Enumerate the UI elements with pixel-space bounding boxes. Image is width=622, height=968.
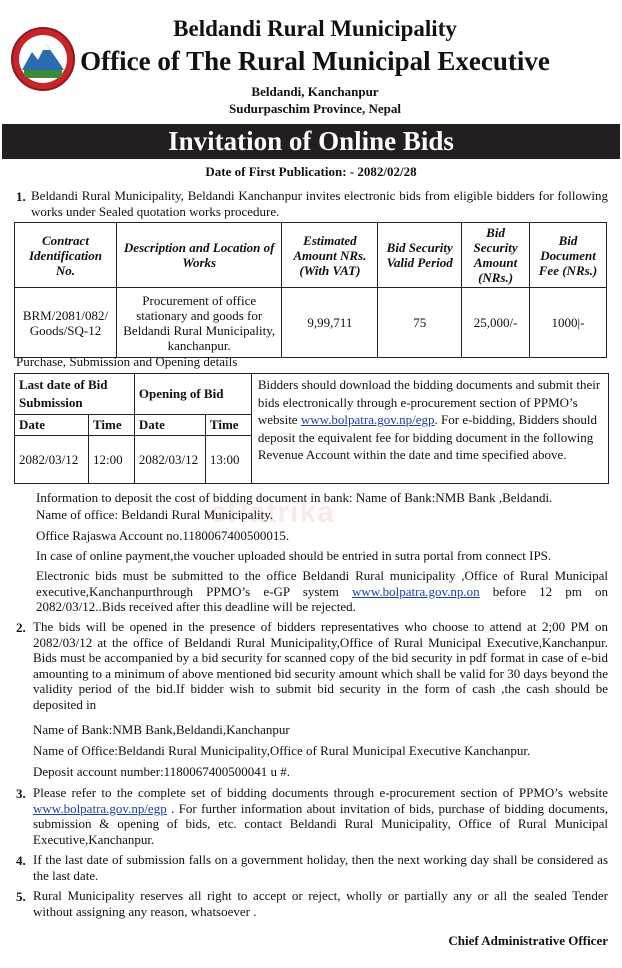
works-table xyxy=(14,222,607,358)
item-number-4: 4. xyxy=(16,853,26,868)
item-3-text-before: Please refer to the complete set of bidding documents through e-procurement section of PPMO’s website xyxy=(33,785,608,800)
address-line-2: Sudurpaschim Province, Nepal xyxy=(228,101,402,116)
header-contract-id: Contract Identification No. xyxy=(15,223,117,288)
cash-deposit-account: Deposit account number:1180067400500041 u #. xyxy=(33,764,290,779)
item-number-3: 3. xyxy=(16,786,26,801)
item-number-1: 1. xyxy=(16,189,26,204)
purchase-section-label: Purchase, Submission and Opening details xyxy=(16,354,238,369)
cell-estimated-amount: 9,99,711 xyxy=(282,288,378,358)
item-number-2: 2. xyxy=(16,620,26,635)
bank-info-line-5-text: Electronic bids must be submitted to the office Beldandi Rural municipality ,Office of Rural Municipal executive,Kanchanpurthrough PPMO’s e-GP system xyxy=(36,568,608,599)
download-instructions xyxy=(251,374,608,484)
cell-description: Procurement of office stationary and goods for Beldandi Rural Municipality, kanchanpur. xyxy=(116,288,282,358)
ppmo-egp-link[interactable]: www.bolpatra.gov.np/egp xyxy=(33,800,167,816)
office-name: Office of The Rural Municipal Executive xyxy=(80,46,550,76)
cash-deposit-office: Name of Office:Beldandi Rural Municipality,Office of Rural Municipal Executive Kanchanpur. xyxy=(33,743,531,758)
bank-info-line-5 xyxy=(36,568,608,615)
letterhead xyxy=(0,10,622,122)
last-date-header: Last date of Bid Submission xyxy=(15,374,135,415)
cash-deposit-bank: Name of Bank:NMB Bank,Beldandi,Kanchanpur xyxy=(33,722,290,737)
header-description: Description and Location of Works xyxy=(116,223,282,288)
item-4-text: If the last date of submission falls on a government holiday, then the next working day shall be considered as the last date. xyxy=(33,852,608,883)
bank-info-line-5-text-2: before 12 pm on 2082/03/12..Bids received after this deadline will be rejected. xyxy=(36,583,609,614)
opening-date: 2082/03/12 xyxy=(134,436,205,484)
item-number-5: 5. xyxy=(16,889,26,904)
signature-title: Chief Administrative Officer xyxy=(448,933,608,948)
address-line-1: Beldandi, Kanchanpur xyxy=(251,84,379,99)
schedule-table xyxy=(14,373,609,484)
publication-date: Date of First Publication: - 2082/02/28 xyxy=(205,164,417,179)
item-3-text-after: . For further information about invitation of bids, purchase of bidding documents, submission & opening of bids, etc. contact Beldandi Rural Municipality, Office of Rural Municipal Executive,Kanchanpur. xyxy=(33,800,608,847)
opening-time: 13:00 xyxy=(205,436,251,484)
bank-info-line-1: Information to deposit the cost of bidding document in bank: Name of Bank:NMB Bank ,Beldandi. xyxy=(36,490,553,505)
opening-header: Opening of Bid xyxy=(134,374,251,415)
bank-info-line-2: Name of office: Beldandi Rural Municipality. xyxy=(36,507,274,522)
table-row xyxy=(15,288,607,358)
cell-security-amount: 25,000/- xyxy=(462,288,530,358)
cell-contract-id: BRM/2081/082/ Goods/SQ-12 xyxy=(15,288,117,358)
header-document-fee: Bid Document Fee (NRs.) xyxy=(530,223,607,288)
notice-title: Invitation of Online Bids xyxy=(2,124,620,159)
submission-time: 12:00 xyxy=(88,436,134,484)
bolpatra-link[interactable]: www.bolpatra.gov.np.on xyxy=(352,583,480,599)
opening-date-label: Date xyxy=(134,415,205,436)
header-security-amount: Bid Security Amount (NRs.) xyxy=(462,223,530,288)
download-note-text-2: . For e-bidding, Bidders should deposit the equivalent fee for bidding document in the following Revenue Account within the date and time specified above. xyxy=(257,412,598,462)
download-note-text: Bidders should download the bidding documents and submit their bids electronically through e-procurement section of PPMO’s website xyxy=(257,377,601,427)
cell-security-valid-period: 75 xyxy=(378,288,462,358)
municipality-name: Beldandi Rural Municipality xyxy=(173,16,457,41)
bank-info-line-4: In case of online payment,the voucher uploaded should be entried in sutra portal from connect IPS. xyxy=(36,548,552,563)
item-5-text: Rural Municipality reserves all right to accept or reject, wholly or partially any or all the sealed Tender without assigning any reason, whatsoever . xyxy=(33,888,608,919)
submission-date: 2082/03/12 xyxy=(15,436,89,484)
egp-link[interactable]: www.bolpatra.gov.np/egp xyxy=(300,412,435,427)
item-1-text: Beldandi Rural Municipality, Beldandi Kanchanpur invites electronic bids from eligible bidders for following works under Sealed quotation works procedure. xyxy=(31,188,608,219)
submission-date-label: Date xyxy=(15,415,89,436)
watermark: ePatrika xyxy=(210,496,335,529)
municipality-emblem-icon xyxy=(10,26,76,92)
works-table-header-row xyxy=(15,223,607,288)
header-estimated-amount: Estimated Amount NRs. (With VAT) xyxy=(282,223,378,288)
item-2-text: The bids will be opened in the presence of bidders representatives who choose to attend at 2;00 PM on 2082/03/12 at the office of Beldandi Rural Municipality,Office of Rural Municipal Executive,Kanchanpur. Bids must be accompanied by a bid security for scanned copy of the bid security in pdf format in case of e-bid amounting to a minimum of above mentioned bid security amount which shall be valid for 30 days beyond the validity period of the bid.If bidder wish to submit bid security in the form of cash ,the cash should be deposited in xyxy=(33,619,608,712)
submission-time-label: Time xyxy=(88,415,134,436)
cell-document-fee: 1000|- xyxy=(530,288,607,358)
item-3-text xyxy=(33,785,608,847)
bank-info-line-3: Office Rajaswa Account no.1180067400500015. xyxy=(36,528,290,543)
opening-time-label: Time xyxy=(205,415,251,436)
header-security-valid-period: Bid Security Valid Period xyxy=(378,223,462,288)
